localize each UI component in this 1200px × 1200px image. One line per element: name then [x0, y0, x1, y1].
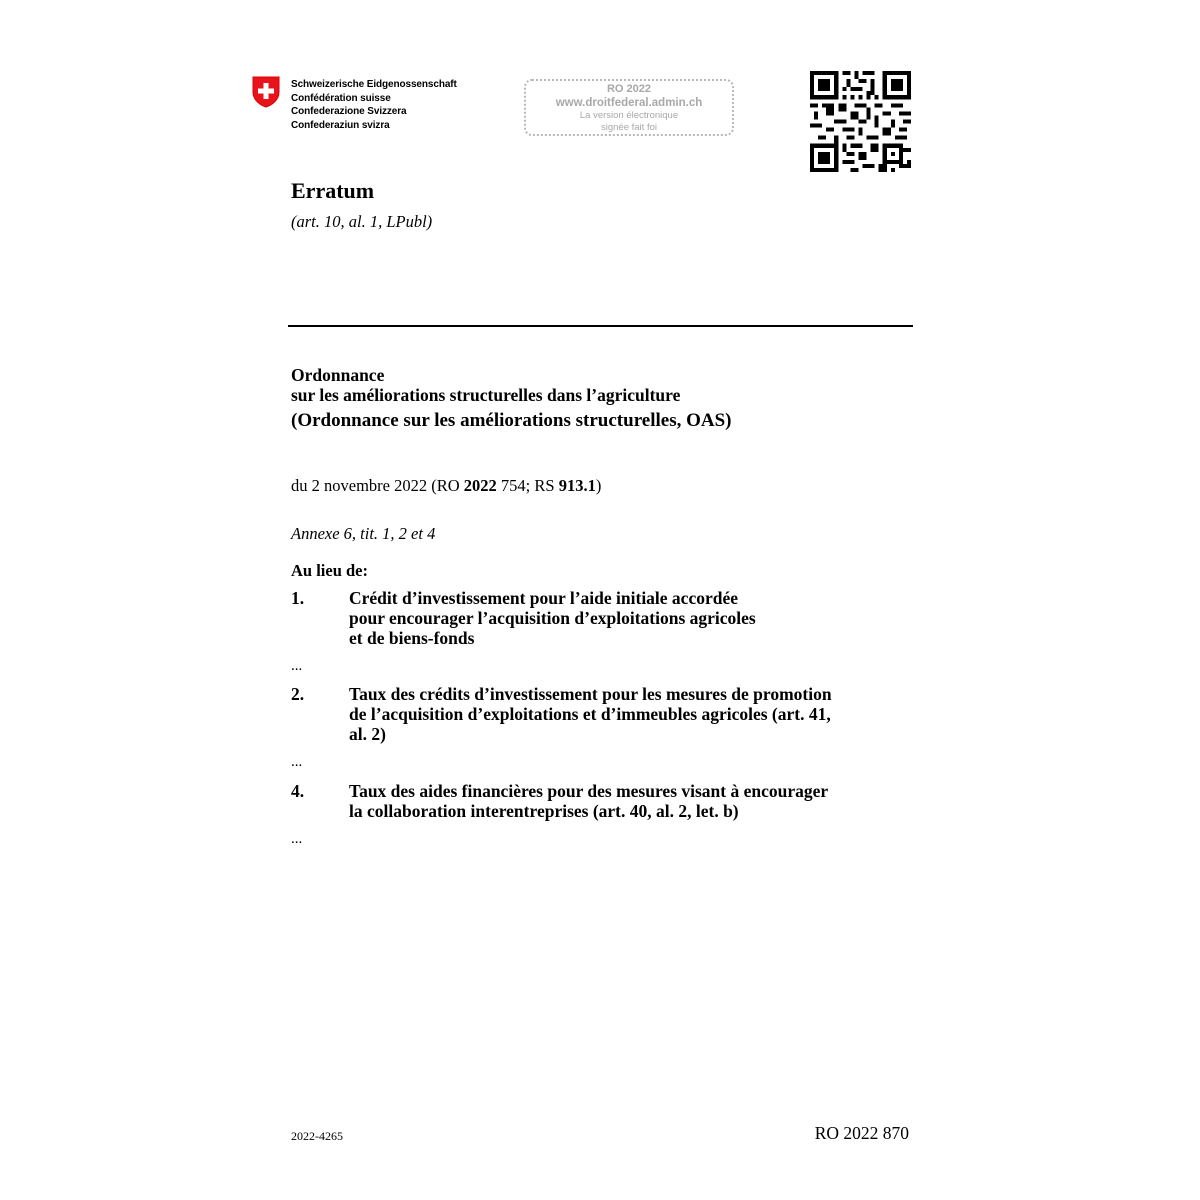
logo-line-it: Confederazione Svizzera: [291, 106, 407, 117]
federal-logo: [252, 76, 457, 132]
item-heading-line: Taux des crédits d’investissement pour les mesures de promotion: [349, 684, 832, 704]
ordinance-title-line: Ordonnance: [291, 365, 385, 385]
publication-reference: [291, 476, 601, 496]
date-suffix: ): [595, 476, 602, 495]
omission-ellipsis: ...: [291, 831, 303, 847]
item-number: 2.: [291, 684, 305, 704]
signature-ro-label: RO 2022: [606, 83, 652, 95]
date-prefix: du 2 novembre 2022 (RO: [291, 476, 464, 495]
item-heading-line: la collaboration interentreprises (art. 40, al. 2, let. b): [349, 801, 739, 821]
ordinance-title-line: sur les améliorations structurelles dans l’agriculture: [291, 385, 681, 405]
ordinance-title: [291, 365, 680, 405]
logo-line-fr: Confédération suisse: [291, 92, 391, 104]
official-compilation-reference: RO 2022 870: [814, 1123, 909, 1143]
federal-logo-text: [291, 78, 457, 132]
logo-line-rm: Confederaziun svizra: [291, 119, 390, 131]
swiss-shield-icon: [252, 76, 280, 108]
ro-year: 2022: [463, 476, 497, 495]
divider: [288, 325, 913, 327]
item-number: 4.: [291, 781, 305, 801]
qr-code-icon: [810, 71, 911, 172]
item-heading: [349, 588, 914, 648]
signature-url: www.droitfederal.admin.ch: [555, 97, 703, 109]
ordinance-short-title: (Ordonnance sur les améliorations structurelles, OAS): [291, 410, 732, 431]
item-heading-line: Taux des aides financières pour des mesures visant à encourager: [349, 781, 829, 801]
item-heading: [349, 781, 914, 821]
electronic-signature-box: [524, 79, 734, 136]
instead-of-label: Au lieu de:: [291, 561, 369, 580]
item-number: 1.: [291, 588, 305, 608]
item-heading-line: pour encourager l’acquisition d’exploitations agricoles: [349, 608, 756, 628]
item-heading-line: Crédit d’investissement pour l’aide initiale accordée: [349, 588, 738, 608]
rs-number: 913.1: [558, 476, 596, 495]
signature-note-2: signée fait foi: [601, 122, 657, 133]
document-number: 2022-4265: [291, 1129, 343, 1143]
logo-line-de: Schweizerische Eidgenossenschaft: [291, 79, 457, 90]
annex-reference: Annexe 6, tit. 1, 2 et 4: [291, 524, 436, 543]
signature-note-1: La version électronique: [579, 110, 679, 121]
omission-ellipsis: ...: [291, 658, 303, 674]
item-heading: [349, 684, 914, 744]
page-title: Erratum: [291, 178, 375, 203]
item-heading-line: et de biens-fonds: [349, 628, 475, 648]
omission-ellipsis: ...: [291, 754, 303, 770]
item-heading-line: al. 2): [349, 724, 386, 744]
item-heading-line: de l’acquisition d’exploitations et d’immeubles agricoles (art. 41,: [349, 704, 831, 724]
ro-page: 754; RS: [496, 476, 559, 495]
legal-basis-reference: (art. 10, al. 1, LPubl): [291, 212, 433, 231]
